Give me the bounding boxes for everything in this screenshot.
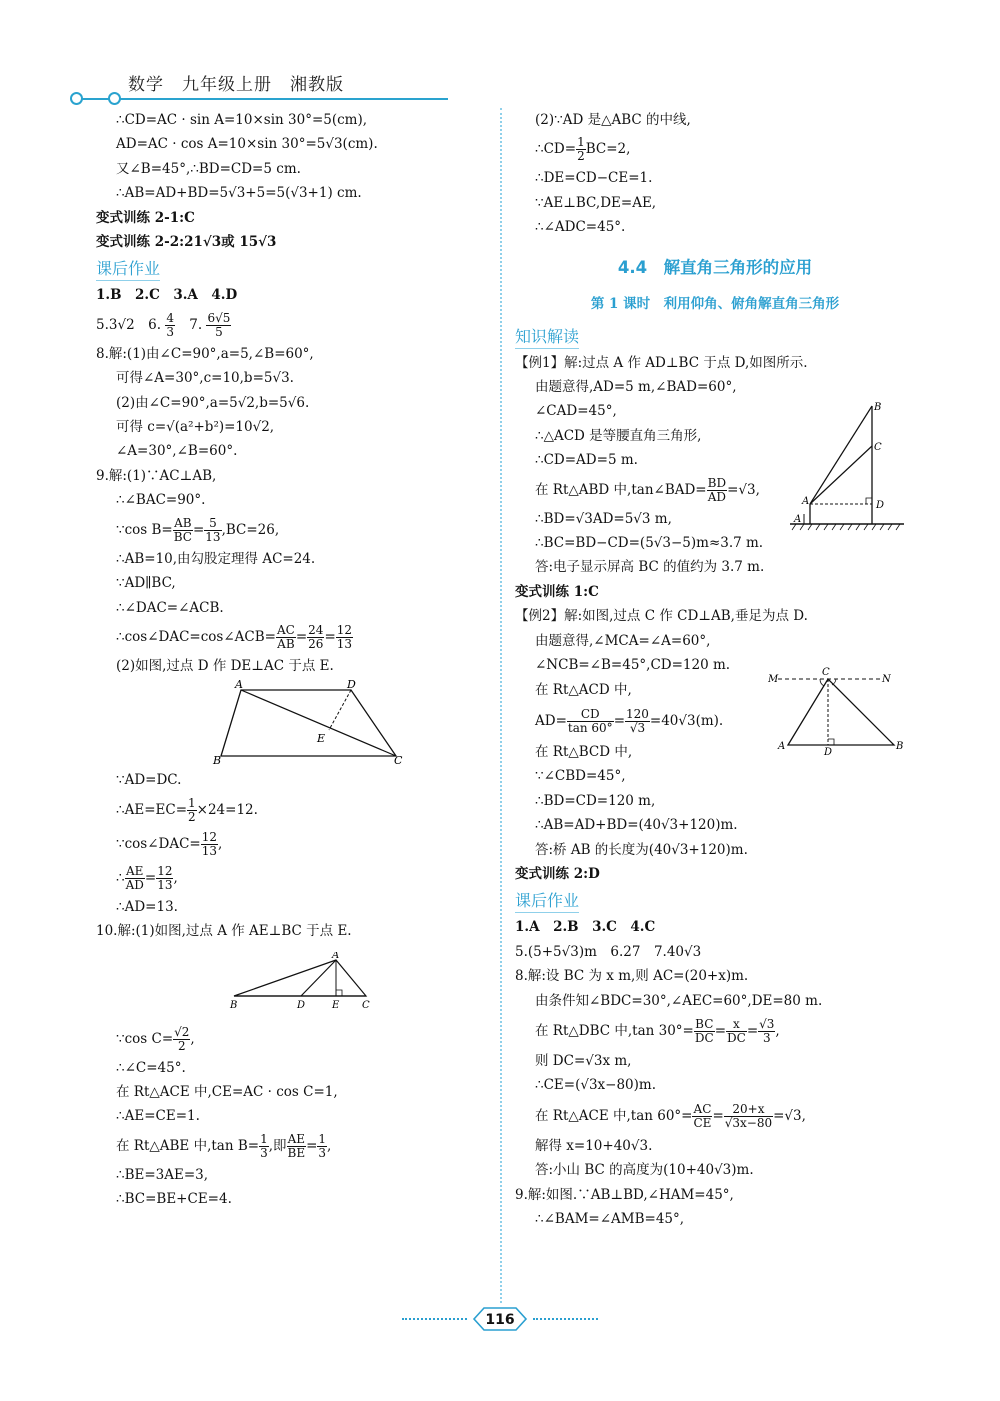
point-label: B xyxy=(896,741,904,752)
section-title: 4.4 解直角三角形的应用 xyxy=(617,257,813,277)
point-label: A xyxy=(802,496,810,507)
point-label: C xyxy=(822,667,830,678)
formula-line: ∵cos∠DAC= $\frac{12}{13}$ , xyxy=(116,829,223,858)
text-line: (2)由∠C=90°,a=5√2,b=5√6. xyxy=(116,394,310,411)
triangle-diagram xyxy=(226,952,426,1010)
text-line: ∴BC=BE+CE=4. xyxy=(116,1191,232,1208)
formula-line: ∵cos B= $\frac{AB}{BC}$ = $\frac{5}{13}$ ,BC=26, xyxy=(116,515,280,544)
lesson-subtitle: 第 1 课时 利用仰角、俯角解直角三角形 xyxy=(590,295,840,312)
point-label: E xyxy=(317,732,326,746)
text-line: ∵AD=DC. xyxy=(116,772,182,789)
text-line: ∴AD=13. xyxy=(116,898,178,915)
page-number-dots-left xyxy=(402,1318,467,1320)
text-line: 由题意得,AD=5 m,∠BAD=60°, xyxy=(535,379,737,396)
page-number: 116 xyxy=(485,1312,515,1328)
point-label: C xyxy=(874,442,882,453)
header-rule xyxy=(72,98,448,100)
text-line: ∴∠ADC=45°. xyxy=(535,219,626,236)
point-label: E xyxy=(332,999,340,1010)
text-line: ∴∠BAC=90°. xyxy=(116,492,206,509)
text-line: 在 Rt△BCD 中, xyxy=(535,743,633,760)
formula-line: ∴cos∠DAC=cos∠ACB= $\frac{AC}{AB}$ = $\frac{24}{26}$ = $\frac{12}{13}$ xyxy=(116,622,353,651)
formula-line: AD= $\frac{CD}{\tan 60^\circ}$ = $\frac{120}{√3}$ =40√3(m). xyxy=(535,706,724,735)
header-dot-left xyxy=(70,92,83,105)
text-line: 8.解:(1)由∠C=90°,a=5,∠B=60°, xyxy=(96,345,314,362)
text-line: 又∠B=45°,∴BD=CD=5 cm. xyxy=(116,160,301,177)
section-knowledge: 知识解读 xyxy=(515,324,579,349)
page-number-badge xyxy=(470,1305,530,1333)
text-line: ∴CD=AD=5 m. xyxy=(535,452,638,469)
fraction: $\frac{4}{3}$ xyxy=(166,310,174,339)
text-line: (2)如图,过点 D 作 DE⊥AC 于点 E. xyxy=(116,657,334,674)
answers-line: 1.A 2.B 3.C 4.C xyxy=(515,919,656,936)
text-line: ∴∠C=45°. xyxy=(116,1059,186,1076)
text-line: (2)∵AD 是△ABC 的中线, xyxy=(535,112,691,128)
formula-line: ∵cos C= $\frac{√2}{2}$ , xyxy=(116,1024,195,1053)
formula-line: 在 Rt△ACE 中,tan 60°= $\frac{AC}{CE}$ = $\frac{20+x}{√3x-80}$ =√3, xyxy=(535,1101,806,1130)
text-line: 8.解:设 BC 为 x m,则 AC=(20+x)m. xyxy=(515,968,749,985)
point-label: A xyxy=(235,678,243,692)
point-label: D xyxy=(876,500,885,511)
header-dot-right xyxy=(108,92,121,105)
text-line: ∴AB=AD+BD=(40√3+120)m. xyxy=(535,817,738,834)
point-label: C xyxy=(394,754,403,765)
variant-training: 变式训练 2-2:21√3或 15√3 xyxy=(96,234,277,251)
text-line: ∴BC=BD−CD=(5√3−5)m≈3.7 m. xyxy=(535,535,764,552)
text-line: ∴BD=CD=120 m, xyxy=(535,792,656,809)
text-line: ∴CD=AC · sin A=10×sin 30°=5(cm), xyxy=(116,112,368,128)
text-line: 答:桥 AB 的长度为(40√3+120)m. xyxy=(535,841,748,858)
point-label: A xyxy=(794,514,802,525)
text-line: 解得 x=10+40√3. xyxy=(535,1137,653,1154)
example-1: 【例1】解:过点 A 作 AD⊥BC 于点 D,如图所示. xyxy=(515,354,808,371)
text-line: ∠CAD=45°, xyxy=(535,403,617,420)
text-line: 答:小山 BC 的高度为(10+40√3)m. xyxy=(535,1162,754,1179)
text-line: 由条件知∠BDC=30°,∠AEC=60°,DE=80 m. xyxy=(535,992,823,1009)
answers-line xyxy=(96,308,491,342)
point-label: M xyxy=(768,674,779,685)
page-number-dots-right xyxy=(533,1318,598,1320)
answers-line: 5.(5+5√3)m 6.27 7.40√3 xyxy=(515,943,702,960)
point-label: B xyxy=(874,402,882,413)
text-line: ∴AB=AD+BD=5√3+5=5(√3+1) cm. xyxy=(116,185,362,202)
fraction: $\frac{6√5}{5}$ xyxy=(207,310,231,339)
variant-training: 变式训练 1:C xyxy=(515,583,599,600)
text-line: 9.解:(1)∵AC⊥AB, xyxy=(96,467,217,484)
text-line: AD=AC · cos A=10×sin 30°=5√3(cm). xyxy=(116,136,378,153)
header-title: 数学 九年级上册 湘教版 xyxy=(128,75,344,95)
text-line: ∴CE=(√3x−80)m. xyxy=(535,1077,657,1094)
text-line: ∵∠CBD=45°, xyxy=(535,768,626,785)
answer-text: 5.3√2 6. xyxy=(96,316,162,333)
section-homework: 课后作业 xyxy=(96,256,160,281)
text-line: ∵AE⊥BC,DE=AE, xyxy=(535,194,657,211)
text-line: ∠NCB=∠B=45°,CD=120 m. xyxy=(535,657,731,674)
left-column xyxy=(96,108,491,1212)
text-line: 答:电子显示屏高 BC 的值约为 3.7 m. xyxy=(535,559,765,576)
point-label: A xyxy=(332,951,340,961)
text-line: 9.解:如图.∵AB⊥BD,∠HAM=45°, xyxy=(515,1186,734,1203)
text-line: ∠A=30°,∠B=60°. xyxy=(116,443,238,460)
point-label: C xyxy=(362,999,370,1010)
text-line: 可得 c=√(a²+b²)=10√2, xyxy=(116,419,275,436)
column-divider xyxy=(500,108,502,1303)
point-label: D xyxy=(824,747,833,757)
text-line: 在 Rt△ACD 中, xyxy=(535,681,632,698)
point-label: A xyxy=(778,741,786,752)
text-line: 10.解:(1)如图,过点 A 作 AE⊥BC 于点 E. xyxy=(96,923,352,940)
formula-line: ∴ $\frac{AE}{AD}$ = $\frac{12}{13}$ , xyxy=(116,863,178,892)
point-label: D xyxy=(297,999,306,1010)
point-label: B xyxy=(230,999,238,1010)
text-line: ∴AB=10,由勾股定理得 AC=24. xyxy=(116,550,316,567)
text-line: ∴△ACD 是等腰直角三角形, xyxy=(535,427,702,444)
formula-line: ∴CD= $\frac{1}{2}$ BC=2, xyxy=(535,135,631,164)
formula-line: 在 Rt△ABE 中,tan B= $\frac{1}{3}$ ,即 $\frac{AE}{BE}$ = $\frac{1}{3}$ , xyxy=(116,1131,332,1160)
text-line: 在 Rt△ACE 中,CE=AC · cos C=1, xyxy=(116,1083,338,1100)
text-line: ∴AE=CE=1. xyxy=(116,1108,200,1125)
example2-diagram xyxy=(768,663,908,757)
text-line: ∴BD=√3AD=5√3 m, xyxy=(535,510,672,527)
trapezoid-diagram xyxy=(211,678,411,764)
formula-line: 在 Rt△ABD 中,tan∠BAD= $\frac{BD}{AD}$ =√3, xyxy=(535,475,760,504)
text-line: ∴BE=3AE=3, xyxy=(116,1166,209,1183)
example1-diagram xyxy=(788,398,908,532)
text-line: ∴DE=CD−CE=1. xyxy=(535,170,653,187)
point-label: D xyxy=(347,678,356,692)
text-line: ∵AD∥BC, xyxy=(116,575,176,592)
text-line: ∴∠BAM=∠AMB=45°, xyxy=(535,1211,685,1227)
text-line: 由题意得,∠MCA=∠A=60°, xyxy=(535,632,711,649)
formula-line: ∴AE=EC= $\frac{1}{2}$ ×24=12. xyxy=(116,795,258,824)
variant-training: 变式训练 2:D xyxy=(515,865,600,882)
example-2: 【例2】解:如图,过点 C 作 CD⊥AB,垂足为点 D. xyxy=(515,608,808,625)
section-homework: 课后作业 xyxy=(515,888,579,913)
text-line: ∴∠DAC=∠ACB. xyxy=(116,599,224,616)
answer-text: 7. xyxy=(189,316,203,333)
variant-training: 变式训练 2-1:C xyxy=(96,209,195,226)
formula-line: 在 Rt△DBC 中,tan 30°= $\frac{BC}{DC}$ = $\frac{x}{DC}$ = $\frac{√3}{3}$ , xyxy=(535,1016,780,1045)
text-line: 则 DC=√3x m, xyxy=(535,1052,632,1069)
point-label: B xyxy=(213,754,222,765)
point-label: N xyxy=(882,674,891,685)
answers-line: 1.B 2.C 3.A 4.D xyxy=(96,287,238,304)
text-line: 可得∠A=30°,c=10,b=5√3. xyxy=(116,370,294,387)
